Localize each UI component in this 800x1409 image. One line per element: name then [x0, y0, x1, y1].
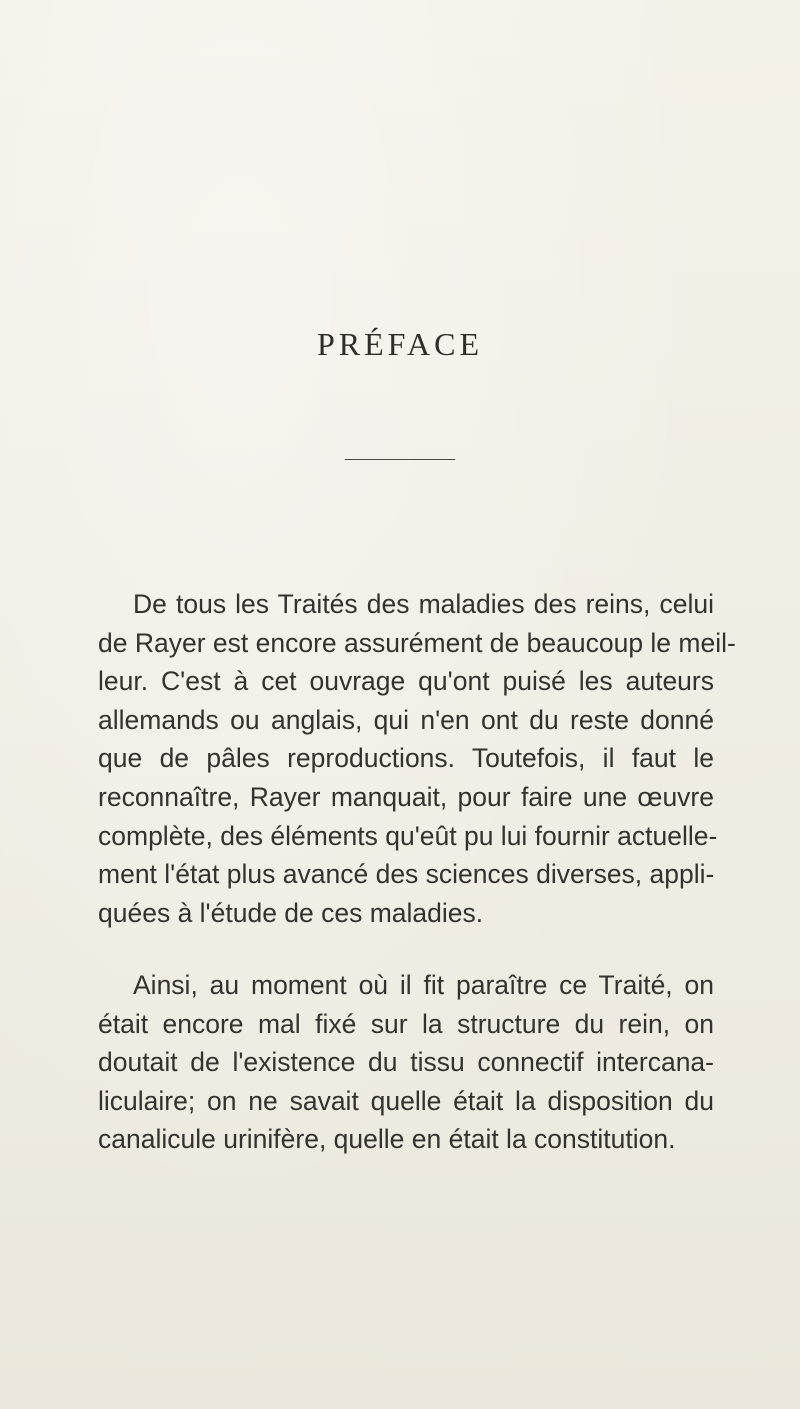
text-line: liculaire; on ne savait quelle était la disposition du	[98, 1085, 714, 1116]
text-line: ment l'état plus avancé des sciences diverses, appli-	[98, 859, 715, 890]
text-line: reconnaître, Rayer manquait, pour faire une œuvre	[98, 781, 714, 812]
text-line: doutait de l'existence du tissu connectif intercana-	[98, 1047, 714, 1078]
paragraph-2	[98, 966, 714, 1159]
text-line: leur. C'est à cet ouvrage qu'ont puisé les auteurs	[98, 666, 714, 697]
text-line: était encore mal fixé sur la structure du rein, on	[98, 1008, 714, 1039]
text-line: Ainsi, au moment où il fit paraître ce Traité, on	[133, 970, 714, 1000]
text-line: allemands ou anglais, qui n'en ont du reste donné	[98, 704, 714, 735]
page-title: PRÉFACE	[316, 326, 484, 362]
text-line: complète, des éléments qu'eût pu lui fournir actuelle-	[98, 820, 718, 851]
text-line: De tous les Traités des maladies des reins, celui	[133, 589, 714, 619]
text-line: canalicule urinifère, quelle en était la constitution.	[98, 1124, 676, 1155]
text-line: quées à l'étude de ces maladies.	[98, 897, 484, 928]
title-divider	[345, 459, 455, 460]
text-line: que de pâles reproductions. Toutefois, il faut le	[98, 743, 714, 774]
paragraph-1	[98, 585, 736, 932]
text-line: de Rayer est encore assurément de beaucoup le meil-	[98, 627, 736, 658]
